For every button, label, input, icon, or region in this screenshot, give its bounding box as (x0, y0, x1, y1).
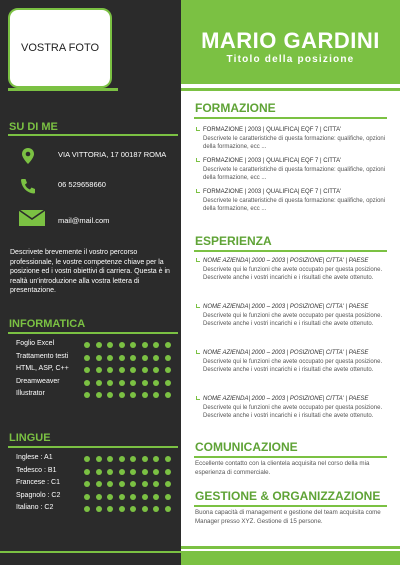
experience-description: Descrivete qui le funzioni che avete occupato per questa posizione. Descrivete anche i vostri incarichi e i risultati che avete ottenuto. (203, 266, 383, 281)
it-skill-row (16, 390, 176, 402)
footer-green-bar (181, 551, 400, 565)
rating-dot (84, 481, 90, 487)
experience-heading: ESPERIENZA (195, 234, 272, 248)
experience-rule (194, 250, 387, 252)
rating-dot (119, 481, 125, 487)
education-rule (194, 117, 387, 119)
languages-heading: LINGUE (9, 432, 51, 444)
rating-dot (84, 342, 90, 348)
education-marker (196, 189, 200, 193)
experience-description: Descrivete qui le funzioni che avete occupato per questa posizione. Descrivete anche i vostri incarichi e i risultati che avete ottenuto. (203, 404, 383, 419)
rating-dot (142, 342, 148, 348)
rating-dot (107, 469, 113, 475)
rating-dot (107, 392, 113, 398)
rating-dot (96, 494, 102, 500)
rating-dot (96, 342, 102, 348)
languages-underline (8, 446, 178, 448)
experience-marker (196, 258, 200, 262)
rating-dot (130, 506, 136, 512)
address-text: VIA VITTORIA, 17 00187 ROMA (58, 150, 167, 159)
rating-dot (153, 367, 159, 373)
education-heading: FORMAZIONE (195, 101, 276, 115)
rating-dot (130, 355, 136, 361)
rating-dot (96, 392, 102, 398)
education-marker (196, 127, 200, 131)
experience-title: NOME AZIENDA| 2000 – 2003 | POSIZIONE| CITTA' | PAESE (203, 304, 369, 310)
it-skill-rating-dots (84, 380, 171, 386)
experience-entry (203, 257, 388, 283)
education-marker (196, 158, 200, 162)
rating-dot (119, 380, 125, 386)
rating-dot (107, 494, 113, 500)
rating-dot (84, 392, 90, 398)
rating-dot (96, 355, 102, 361)
rating-dot (84, 506, 90, 512)
rating-dot (165, 469, 171, 475)
rating-dot (84, 367, 90, 373)
education-entry (203, 157, 388, 183)
photo-divider (8, 88, 118, 91)
education-title: FORMAZIONE | 2003 | QUALIFICA| EQF 7 | CITTA' (203, 127, 342, 133)
about-heading: SU DI ME (9, 121, 58, 133)
rating-dot (119, 355, 125, 361)
language-label: Inglese : A1 (16, 454, 53, 461)
experience-description: Descrivete qui le funzioni che avete occupato per questa posizione. Descrivete anche i vostri incarichi e i risultati che avete ottenuto. (203, 312, 383, 327)
language-rating-dots (84, 494, 171, 500)
intro-text: Descrivete brevemente il vostro percorso professionale, le vostre competenze chiave per la posizione ed i vostri obiettivi di carriera. Questa è in realtà un'introduzione alla vostra lettera di presentazione. (10, 249, 170, 294)
photo-placeholder (8, 8, 112, 88)
footer-divider (181, 546, 400, 549)
location-pin-icon (18, 146, 38, 166)
education-description: Descrivete le caratteristiche di questa formazione: qualifiche, opzioni della formazione, ecc ... (203, 197, 386, 212)
rating-dot (96, 380, 102, 386)
language-rating-dots (84, 506, 171, 512)
rating-dot (107, 481, 113, 487)
rating-dot (142, 506, 148, 512)
language-label: Spagnolo : C2 (16, 491, 61, 499)
it-skills-heading: INFORMATICA (9, 318, 86, 330)
it-skill-label: HTML, ASP, C++ (16, 365, 69, 372)
rating-dot (165, 367, 171, 373)
rating-dot (107, 456, 113, 462)
language-rating-dots (84, 469, 171, 475)
rating-dot (96, 506, 102, 512)
rating-dot (130, 481, 136, 487)
rating-dot (165, 380, 171, 386)
language-rating-dots (84, 481, 171, 487)
language-label: Tedesco : B1 (16, 466, 57, 474)
language-row (16, 479, 176, 491)
rating-dot (107, 355, 113, 361)
rating-dot (153, 469, 159, 475)
education-title: FORMAZIONE | 2003 | QUALIFICA| EQF 7 | CITTA' (203, 158, 342, 164)
rating-dot (153, 481, 159, 487)
communication-rule (194, 456, 387, 458)
rating-dot (165, 506, 171, 512)
about-underline (8, 134, 178, 136)
rating-dot (130, 380, 136, 386)
rating-dot (153, 392, 159, 398)
education-entry (203, 126, 388, 152)
rating-dot (165, 456, 171, 462)
language-label: Italiano : C2 (16, 504, 54, 511)
experience-entry (203, 303, 388, 329)
rating-dot (107, 380, 113, 386)
rating-dot (96, 456, 102, 462)
rating-dot (142, 469, 148, 475)
it-skill-rating-dots (84, 355, 171, 361)
rating-dot (165, 494, 171, 500)
rating-dot (153, 494, 159, 500)
rating-dot (130, 494, 136, 500)
rating-dot (130, 456, 136, 462)
experience-marker (196, 350, 200, 354)
it-skill-rating-dots (84, 367, 171, 373)
rating-dot (84, 456, 90, 462)
rating-dot (119, 456, 125, 462)
it-skills-underline (8, 332, 178, 334)
rating-dot (107, 342, 113, 348)
phone-icon (18, 176, 38, 196)
rating-dot (84, 494, 90, 500)
language-label: Francese : C1 (16, 479, 60, 486)
rating-dot (165, 392, 171, 398)
rating-dot (165, 355, 171, 361)
mail-icon (18, 208, 46, 228)
rating-dot (130, 342, 136, 348)
rating-dot (153, 506, 159, 512)
footer-dark-bar (0, 551, 181, 565)
it-skill-label: Foglio Excel (16, 340, 55, 347)
experience-description: Descrivete qui le funzioni che avete occupato per questa posizione. Descrivete anche i vostri incarichi e i risultati che avete ottenuto. (203, 358, 383, 373)
experience-marker (196, 304, 200, 308)
rating-dot (119, 392, 125, 398)
management-text: Buona capacità di management e gestione del team acquisita come Manager presso XYZ. Gestione di 15 persone. (195, 509, 381, 525)
education-title: FORMAZIONE | 2003 | QUALIFICA| EQF 7 | CITTA' (203, 189, 342, 195)
rating-dot (96, 367, 102, 373)
language-row (16, 492, 176, 504)
it-skill-rating-dots (84, 342, 171, 348)
education-entry (203, 188, 388, 214)
education-description: Descrivete le caratteristiche di questa formazione: qualifiche, opzioni della formazione, ecc ... (203, 135, 386, 150)
email-text[interactable]: mail@mail.com (58, 216, 110, 225)
position-title: Titolo della posizione (226, 54, 355, 65)
it-skill-rating-dots (84, 392, 171, 398)
experience-entry (203, 349, 388, 375)
it-skill-row (16, 353, 176, 365)
rating-dot (142, 367, 148, 373)
rating-dot (165, 342, 171, 348)
language-row (16, 454, 176, 466)
management-rule (194, 505, 387, 507)
rating-dot (84, 469, 90, 475)
language-rating-dots (84, 456, 171, 462)
rating-dot (96, 469, 102, 475)
rating-dot (119, 494, 125, 500)
rating-dot (142, 392, 148, 398)
rating-dot (153, 342, 159, 348)
candidate-name: MARIO GARDINI (201, 28, 380, 53)
rating-dot (107, 506, 113, 512)
rating-dot (84, 355, 90, 361)
it-skill-row (16, 340, 176, 352)
rating-dot (119, 506, 125, 512)
experience-title: NOME AZIENDA| 2000 – 2003 | POSIZIONE| CITTA' | PAESE (203, 258, 369, 264)
experience-entry (203, 395, 388, 421)
language-row (16, 467, 176, 479)
language-row (16, 504, 176, 516)
education-description: Descrivete le caratteristiche di questa formazione: qualifiche, opzioni della formazione, ecc ... (203, 166, 386, 181)
rating-dot (142, 456, 148, 462)
rating-dot (119, 367, 125, 373)
it-skill-row (16, 365, 176, 377)
it-skill-label: Trattamento testi (16, 352, 69, 360)
rating-dot (130, 367, 136, 373)
rating-dot (153, 380, 159, 386)
communication-heading: COMUNICAZIONE (195, 440, 298, 454)
rating-dot (130, 392, 136, 398)
it-skill-label: Dreamweaver (16, 377, 60, 385)
rating-dot (84, 380, 90, 386)
rating-dot (142, 355, 148, 361)
rating-dot (153, 456, 159, 462)
management-heading: GESTIONE & ORGANIZZAZIONE (195, 489, 381, 503)
experience-title: NOME AZIENDA| 2000 – 2003 | POSIZIONE| CITTA' | PAESE (203, 350, 369, 356)
rating-dot (142, 380, 148, 386)
rating-dot (119, 342, 125, 348)
rating-dot (142, 481, 148, 487)
experience-marker (196, 396, 200, 400)
header-divider (181, 88, 400, 91)
experience-title: NOME AZIENDA| 2000 – 2003 | POSIZIONE| CITTA' | PAESE (203, 396, 369, 402)
it-skill-row (16, 378, 176, 390)
communication-text: Eccellente contatto con la clientela acquisita nel corso della mia esperienza di commerciale. (195, 460, 370, 476)
phone-text: 06 529658660 (58, 180, 106, 189)
rating-dot (130, 469, 136, 475)
rating-dot (119, 469, 125, 475)
it-skill-label: Illustrator (16, 390, 45, 397)
rating-dot (142, 494, 148, 500)
rating-dot (153, 355, 159, 361)
rating-dot (96, 481, 102, 487)
rating-dot (165, 481, 171, 487)
rating-dot (107, 367, 113, 373)
photo-label: VOSTRA FOTO (20, 42, 100, 54)
